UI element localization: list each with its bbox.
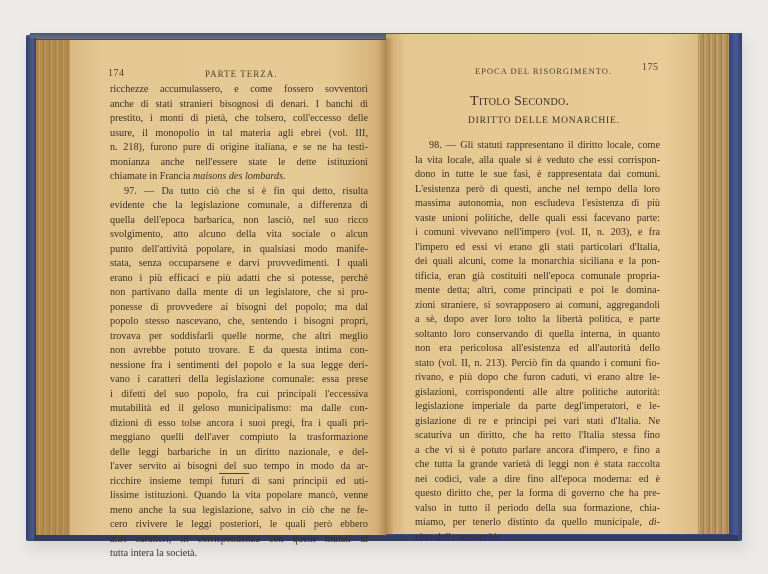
text-line: non avrebbe potuto trovare. E da questa intima con- — [110, 345, 368, 356]
text-line — [110, 170, 368, 185]
text-line: ponesse di provvedere ai bisogni del popolo; ma dal — [110, 301, 368, 313]
text-line: svolgimento, atto alcuno della vita sociale o alcun — [110, 229, 368, 240]
text-line: legislazione imperiale da parte degl'imperatori, e le- — [415, 401, 660, 412]
text-line: dizioni di esso tolse ancora i suoi pregi, fra i quali pri- — [110, 417, 368, 429]
left-page-number: 174 — [108, 68, 125, 79]
text-line: monianza anche nell'essere state le dette istituzioni — [110, 156, 368, 168]
text-line: la vita locale, alla quale si è veduto che essi corrispon- — [415, 154, 660, 166]
text-line: soltanto loro conservando di quella interna, in quanto — [415, 328, 660, 340]
right-page-number: 175 — [642, 62, 659, 73]
text-line: scaturiva un diritto, che ha retto l'Italia stessa fino — [415, 430, 660, 441]
book-gutter — [378, 38, 394, 536]
text-line: che tutta la grande varietà di leggi non è stata raccolta — [415, 459, 660, 470]
text-line: mente detta; altri, come principati e poi le domina- — [415, 285, 660, 296]
text-line: stato (vol. II, n. 213). Perciò fin da quando i comuni fio- — [415, 357, 660, 369]
text-line: L'esistenza però di questi, anche nel tempo della loro — [415, 183, 660, 195]
text-line: trovava per soddisfarli quelle norme, che altri meglio — [110, 330, 368, 342]
text-line: massima autonomia, non escludeva l'esistenza di più — [415, 198, 660, 209]
text-line: dei quali alcuni, come la monarchia siciliana e la pon- — [415, 256, 660, 267]
text-line — [415, 531, 660, 546]
text-line: prestito, i monti di pietà, che tolsero, coll'eccesso delle — [110, 113, 368, 124]
text-line: anche di stati stranieri bisognosi di denari. I banchi di — [110, 98, 368, 110]
text-line: evidente che la legislazione comunale, a differenza di — [110, 200, 368, 211]
text-line: non partivano dalla mente di un legislatore, che si pro- — [110, 287, 368, 298]
right-page-text — [415, 139, 660, 545]
text-line: gislazioni, corrispondenti alle altre politiche autorità: — [415, 386, 660, 398]
text-line: rivano, e più dopo che furon caduti, vi erano altre le- — [415, 372, 660, 383]
chapter-title: Titolo Secondo. — [470, 94, 570, 109]
text-line: a sè, dopo aver loro tolto la libertà politica, e parte — [415, 314, 660, 325]
text-line: tificia, eran già costituiti nell'epoca comunale propria- — [415, 270, 660, 282]
text-line: altri caratteri, in corrispondenza con quelli mutati di — [110, 533, 368, 545]
chapter-subtitle: DIRITTO DELLE MONARCHIE. — [468, 116, 620, 126]
text-fragment: chiamate in Francia — [110, 171, 191, 182]
text-line: i difetti del suo popolo, fra cui principali l'eccessiva — [110, 388, 368, 400]
text-line: lissime istituzioni. Quando la vita popolare mancò, venne — [110, 490, 368, 501]
left-page-stack — [36, 40, 72, 535]
text-line: l'aver servito ai bisogni del suo tempo in modo da ar- — [110, 461, 368, 472]
paragraph-98-start: 98. — Gli statuti rappresentano il diritto locale, come — [429, 140, 660, 151]
text-line: n. 218), furono pure di origine italiana, e se ne ha testi- — [110, 142, 368, 153]
right-running-head: EPOCA DEL RISORGIMENTO. — [475, 66, 613, 76]
text-line: non era pericolosa all'esistenza ed all'autorità dello — [415, 343, 660, 354]
text-line: punto dell'attività popolare, in qualsiasi modo manife- — [110, 243, 368, 255]
section-end-rule — [219, 473, 249, 474]
text-line: gislazione di re e principi pei vari stati d'Italia. Ne — [415, 415, 660, 427]
text-line: erano i più efficaci e più adatti che si potesse, perchè — [110, 272, 368, 284]
text-line — [415, 516, 660, 531]
text-line: zioni straniere, si sovrapposero ai comuni, aggregandoli — [415, 299, 660, 311]
text-line: vano i caratteri della legislazione comunale: essa prese — [110, 374, 368, 385]
text-line: nei codici, vale a dire fino all'epoca moderna: ed è — [415, 473, 660, 485]
text-line: usure, il monopolio in tal materia agli ebrei (vol. III, — [110, 127, 368, 139]
text-line: delle leggi barbariche in un diritto nazionale, e del- — [110, 446, 368, 458]
cover-left-edge — [26, 38, 36, 540]
text-line: ricchezze accumulassero, e come fossero sovventori — [110, 84, 368, 95]
text-line: popolo stesso nascevano, che, sentendo i bisogni propri, — [110, 316, 368, 327]
text-line: questo diritto che, per la forma di governo che ha pre- — [415, 488, 660, 499]
text-line: l'impero ed essi vi erano gli stati particolari d'Italia, — [415, 241, 660, 253]
italic-text: ritto delle monarchie. — [415, 531, 504, 543]
text-line: vaste unioni politiche, delle quali essi facevano parte: — [415, 212, 660, 224]
text-line: mutabilità ed il geloso municipalismo: ma dalle con- — [110, 403, 368, 414]
text-line: ricchire insieme tempi futuri di sani principii ed uti- — [110, 475, 368, 487]
text-line: a che vi si è potuto parlare ancora d'impero, e fino a — [415, 444, 660, 456]
text-line: quella dell'epoca barbarica, non lasciò, nel suo ricco — [110, 214, 368, 226]
text-line: meno anche la sua legislazione, salvo in ciò che ne fe- — [110, 504, 368, 516]
text-line: stata, senza occuparsene e darvi provvedimenti. I quali — [110, 258, 368, 269]
text-line: dono in tutte le sue fasi, è rappresentata dai comuni. — [415, 169, 660, 180]
left-running-head: PARTE TERZA. — [205, 69, 278, 79]
italic-text: maisons des lombards. — [192, 171, 286, 182]
text-line: tutta intera la società. — [110, 548, 198, 559]
text-line: valso in tutto il periodo della sua formazione, chia- — [415, 502, 660, 514]
text-line: i comuni vivevano nell'impero (vol. II, n. 203), e fra — [415, 227, 660, 238]
paragraph-97-start: 97. — Da tutto ciò che si è fin qui detto, risulta — [124, 185, 368, 197]
text-line: meggiano quelli dell'aver compiuto la trasformazione — [110, 432, 368, 443]
cover-right-edge — [727, 33, 742, 539]
text-fragment: miamo, per tenerlo distinto da quello municipale, — [415, 517, 642, 528]
text-line: cero rivivere le leggi posteriori, le quali però ebbero — [110, 519, 368, 530]
italic-text: di- — [648, 517, 661, 528]
left-page-text — [110, 83, 368, 562]
right-page-stack — [696, 34, 729, 534]
text-line: nessione fra i sentimenti del popolo e la sua legge deri- — [110, 359, 368, 371]
